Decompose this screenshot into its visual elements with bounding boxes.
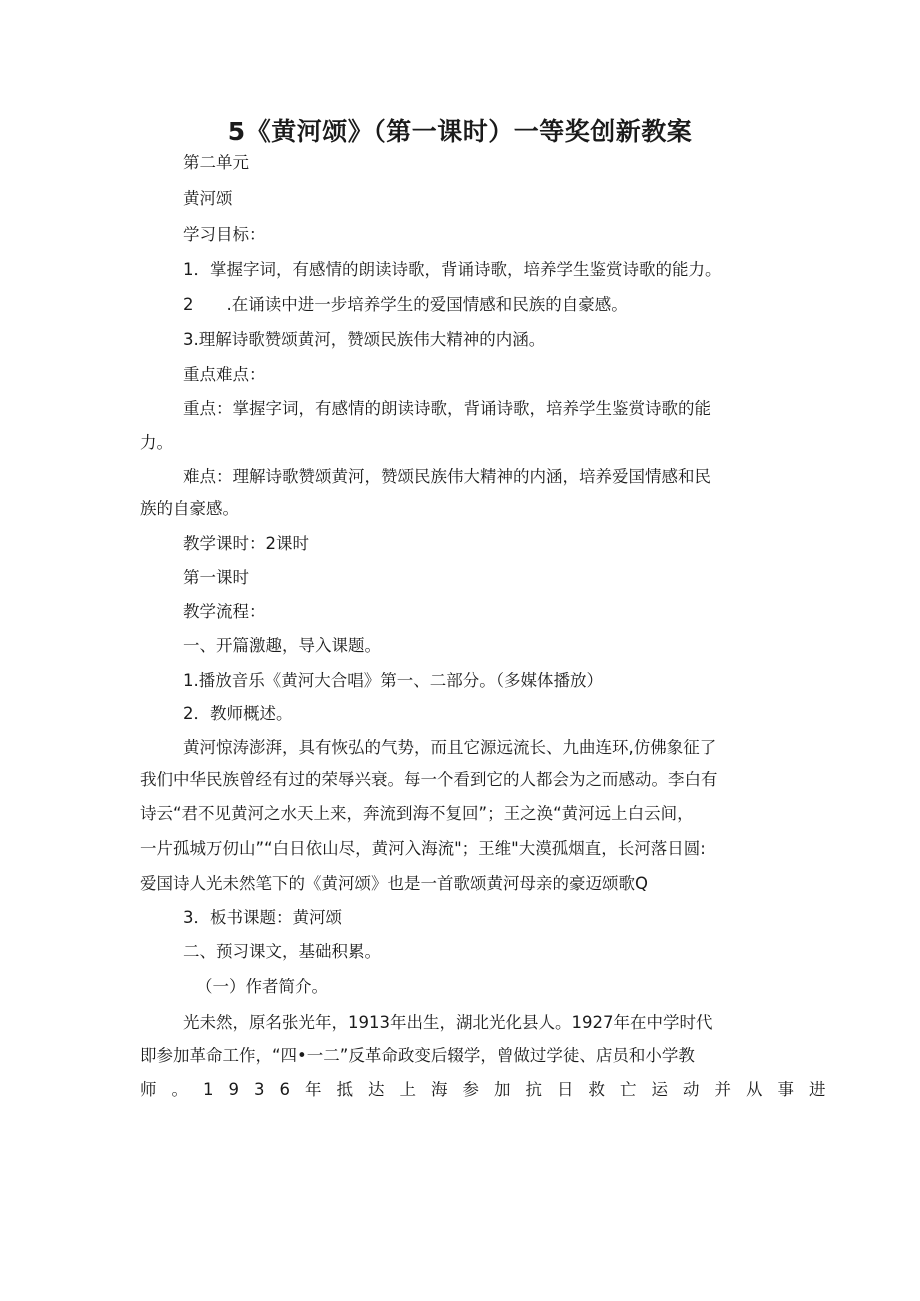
paragraph-line: 我们中华民族曾经有过的荣辱兴衰。每一个看到它的人都会为之而感动。李白有 — [140, 770, 718, 789]
objective-item-1: 1．掌握字词，有感情的朗读诗歌，背诵诗歌，培养学生鉴赏诗歌的能力。 — [183, 260, 722, 279]
author-paragraph-line: 师。1936年抵达上海参加抗日救亡运动并从事进 — [140, 1080, 841, 1099]
unit-label: 第二单元 — [183, 153, 249, 172]
paragraph-line: 黄河惊涛澎湃，具有恢弘的气势，而且它源远流长、九曲连环,仿佛象征了 — [183, 738, 717, 757]
difficulty-text-cont: 族的自豪感。 — [140, 499, 239, 518]
objective-item-3: 3.理解诗歌赞颂黄河，赞颂民族伟大精神的内涵。 — [183, 330, 546, 349]
difficulty-text: 难点：理解诗歌赞颂黄河，赞颂民族伟大精神的内涵，培养爱国情感和民 — [183, 467, 711, 486]
objective-item-2: 2 .在诵读中进一步培养学生的爱国情感和民族的自豪感。 — [183, 295, 628, 314]
step-heading-1: 一、开篇激趣，导入课题。 — [183, 636, 381, 655]
author-paragraph-line: 光未然，原名张光年，1913年出生，湖北光化县人。1927年在中学时代 — [183, 1013, 713, 1032]
author-paragraph-line: 即参加革命工作，“四•一二”反革命政变后辍学，曾做过学徒、店员和小学教 — [140, 1046, 695, 1065]
subsection-author-heading: （一）作者简介。 — [196, 977, 328, 996]
step-1-item-3: 3．板书课题：黄河颂 — [183, 908, 342, 927]
section-heading-objectives: 学习目标： — [183, 225, 266, 244]
class-hours: 教学课时：2课时 — [183, 534, 309, 553]
step-1-item-2: 2．教师概述。 — [183, 704, 293, 723]
step-heading-2: 二、预习课文，基础积累。 — [183, 942, 381, 961]
section-heading-key-points: 重点难点： — [183, 365, 266, 384]
section-heading-process: 教学流程： — [183, 602, 266, 621]
paragraph-line: 一片孤城万仞山”“白日依山尽，黄河入海流"；王维"大漠孤烟直，长河落日圆: — [140, 839, 706, 858]
paragraph-line: 诗云“君不见黄河之水天上来，奔流到海不复回”；王之涣“黄河远上白云间， — [140, 804, 694, 823]
step-1-item-1: 1.播放音乐《黄河大合唱》第一、二部分。（多媒体播放） — [183, 671, 603, 690]
document-title: 5《黄河颂》（第一课时）一等奖创新教案 — [227, 117, 693, 146]
key-point-text: 重点：掌握字词，有感情的朗读诗歌，背诵诗歌，培养学生鉴赏诗歌的能 — [183, 399, 711, 418]
key-point-text-cont: 力。 — [140, 433, 173, 452]
lesson-name: 黄河颂 — [183, 189, 233, 208]
paragraph-line: 爱国诗人光未然笔下的《黄河颂》也是一首歌颂黄河母亲的豪迈颂歌Q — [140, 874, 648, 893]
first-lesson-heading: 第一课时 — [183, 568, 249, 587]
